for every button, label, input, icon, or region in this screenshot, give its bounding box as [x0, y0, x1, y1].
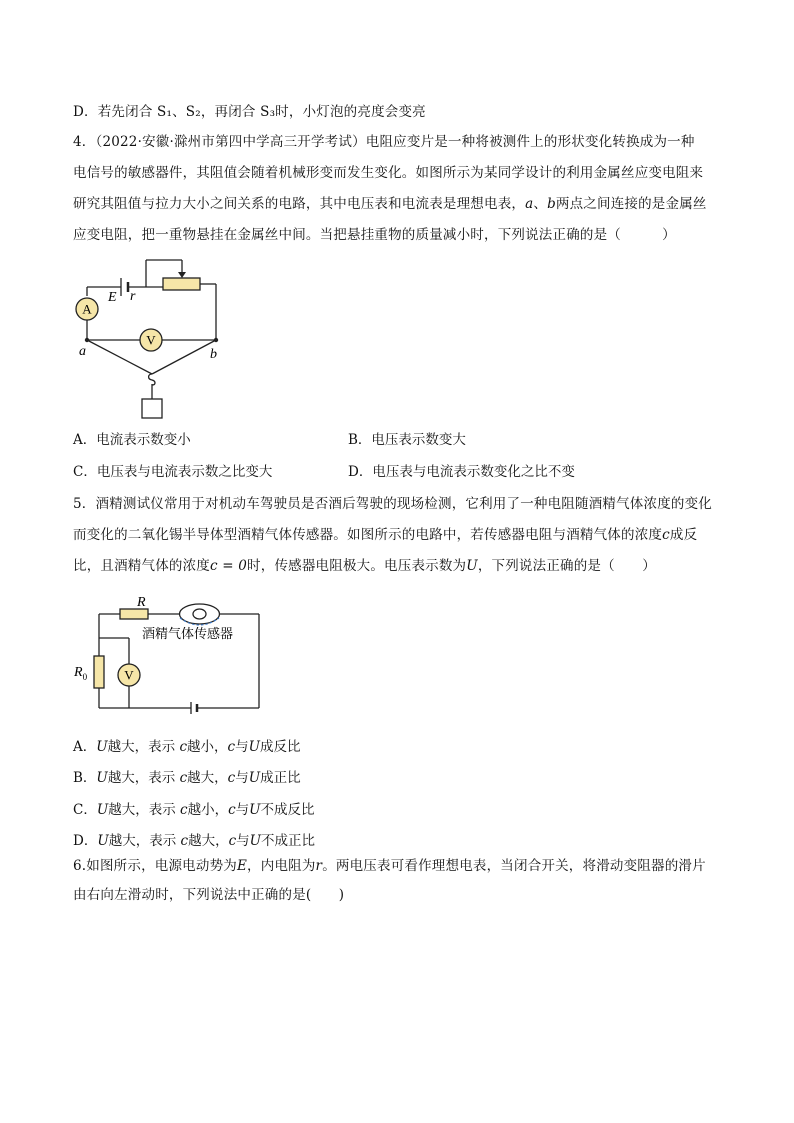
q5-opt-c-u: U [96, 802, 109, 818]
rheostat-slider-arrow [178, 272, 186, 278]
q5-opt-a-c: c [179, 739, 187, 755]
q5-opt-a-t3: 与 [235, 739, 249, 755]
label-r0-main: R [74, 665, 83, 680]
resistor-r0 [94, 656, 104, 688]
q6-var-e: E [236, 858, 248, 874]
q4-stem-line3-sep: 、 [533, 196, 548, 212]
q4-option-a: A．电流表示数变小 [73, 432, 191, 448]
q5-circuit-diagram [70, 588, 270, 720]
q5-stem-line3-post: ，下列说法正确的是（ ） [477, 558, 656, 574]
q5-opt-a-t4: 成反比 [259, 739, 301, 755]
q4-option-c: C．电压表与电流表示数之比变大 [73, 464, 273, 480]
q4-circuit-diagram [68, 252, 228, 422]
sensor-label: 酒精气体传感器 [142, 627, 234, 642]
q5-opt-d-key: D． [73, 833, 98, 849]
label-r0-sub: 0 [82, 672, 88, 682]
q5-opt-c-c2: c [228, 802, 236, 818]
node-b-dot [214, 338, 218, 342]
q6-stem-line1-post: 。两电压表可看作理想电表，当闭合开关，将滑动变阻器的滑片 [322, 858, 706, 874]
q5-stem-line2-post: 成反 [669, 527, 698, 543]
q5-opt-b-t3: 与 [235, 770, 249, 786]
q6-var-r: r [315, 858, 323, 874]
q5-opt-b-c2: c [227, 770, 236, 786]
q5-stem-line2-pre: 而变化的二氧化锡半导体型酒精气体传感器。如图所示的电路中，若传感器电阻与酒精气体的浓度 [73, 527, 663, 543]
q5-opt-d-t2: 越大， [188, 833, 229, 849]
q5-opt-d-u: U [97, 833, 109, 849]
q5-stem-line3 [73, 557, 656, 575]
q5-opt-b-t1: 越大，表示 [107, 770, 180, 786]
hanging-weight [142, 399, 162, 418]
q5-opt-d-c2: c [228, 833, 237, 849]
q5-option-b [73, 769, 301, 787]
q5-opt-a-u: U [96, 739, 108, 755]
q5-opt-d-t4: 不成正比 [261, 833, 316, 849]
q5-opt-d-u2: U [249, 833, 262, 849]
q5-stem-line2 [73, 526, 697, 544]
q6-stem-line2: 由右向左滑动时，下列说法中正确的是( ) [73, 887, 345, 903]
q5-opt-b-u: U [96, 770, 108, 786]
q5-stem-line3-mid: 时，传感器电阻极大。电压表示数为 [247, 558, 467, 574]
q5-opt-c-u2: U [249, 802, 261, 818]
voltmeter-label: V [146, 332, 156, 348]
q4-option-b: B．电压表示数变大 [348, 432, 466, 448]
label-r0 [73, 665, 88, 682]
label-r: R [137, 595, 146, 610]
ammeter-label: A [82, 301, 92, 317]
q5-opt-a-c2: c [227, 739, 236, 755]
q4-point-b: b [547, 196, 556, 212]
q5-opt-c-t1: 越大，表示 [108, 802, 181, 818]
q5-option-d [73, 832, 315, 850]
label-r: r [130, 289, 136, 304]
q4-stem-line1: 4．（2022·安徽·滁州市第四中学高三开学考试）电阻应变片是一种将被测件上的形状变化转换成为一种 [73, 134, 695, 150]
q6-stem-line1-mid: ，内电阻为 [247, 858, 316, 874]
q5-opt-b-key: B． [73, 770, 97, 786]
q5-option-c [73, 801, 315, 819]
hook [149, 374, 155, 385]
rheostat [163, 278, 200, 290]
q5-opt-a-t1: 越大，表示 [107, 739, 180, 755]
q6-stem-line1-pre: 6.如图所示，电源电动势为 [73, 858, 237, 874]
label-a: a [79, 344, 86, 359]
q4-stem-line3-post: 两点之间连接的是金属丝 [555, 196, 707, 212]
q4-stem-line3-pre: 研究其阻值与拉力大小之间关系的电路，其中电压表和电流表是理想电表， [73, 196, 526, 212]
q4-option-d: D．电压表与电流表示数变化之比不变 [348, 464, 575, 480]
voltmeter-label: V [124, 667, 134, 683]
q4-stem-line2: 电信号的敏感器件，其阻值会随着机械形变而发生变化。如图所示为某同学设计的利用金属丝应变电阻来 [73, 165, 704, 181]
q5-opt-a-key: A． [73, 739, 97, 755]
q5-opt-b-c: c [179, 770, 188, 786]
q5-opt-b-u2: U [248, 770, 261, 786]
q5-opt-a-t2: 越小， [187, 739, 228, 755]
q5-opt-d-t1: 越大，表示 [108, 833, 181, 849]
q5-opt-c-t3: 与 [235, 802, 250, 818]
q4-stem-line4: 应变电阻，把一重物悬挂在金属丝中间。当把悬挂重物的质量减小时，下列说法正确的是（ ） [73, 227, 676, 243]
q5-expr-c-zero: c = 0 [210, 558, 248, 574]
q5-stem-line1: 5．酒精测试仪常用于对机动车驾驶员是否酒后驾驶的现场检测，它利用了一种电阻随酒精气体浓度的变化 [73, 496, 712, 512]
q4-stem-line3 [73, 195, 707, 213]
q5-var-u: U [466, 558, 478, 574]
q5-opt-d-c: c [180, 833, 189, 849]
q5-opt-a-u2: U [248, 739, 260, 755]
q5-opt-c-t2: 越小， [187, 802, 229, 818]
q3-option-d: D．若先闭合 S₁、S₂，再闭合 S₃时，小灯泡的亮度会变亮 [73, 104, 426, 120]
q5-opt-c-c: c [180, 802, 188, 818]
node-a-dot [85, 338, 89, 342]
q4-point-a: a [525, 196, 534, 212]
q5-opt-c-key: C． [73, 802, 97, 818]
label-e: E [108, 290, 117, 305]
label-b: b [210, 347, 217, 362]
q5-opt-b-t4: 成正比 [260, 770, 301, 786]
alcohol-sensor-core [193, 609, 206, 619]
q5-opt-c-t4: 不成反比 [260, 802, 315, 818]
q5-stem-line3-pre: 比，且酒精气体的浓度 [73, 558, 210, 574]
q5-var-c: c [662, 527, 670, 543]
q5-opt-d-t3: 与 [236, 833, 250, 849]
q6-stem-line1 [73, 857, 706, 875]
resistor-r [120, 609, 148, 619]
q5-opt-b-t2: 越大， [187, 770, 228, 786]
q5-option-a [73, 738, 300, 756]
